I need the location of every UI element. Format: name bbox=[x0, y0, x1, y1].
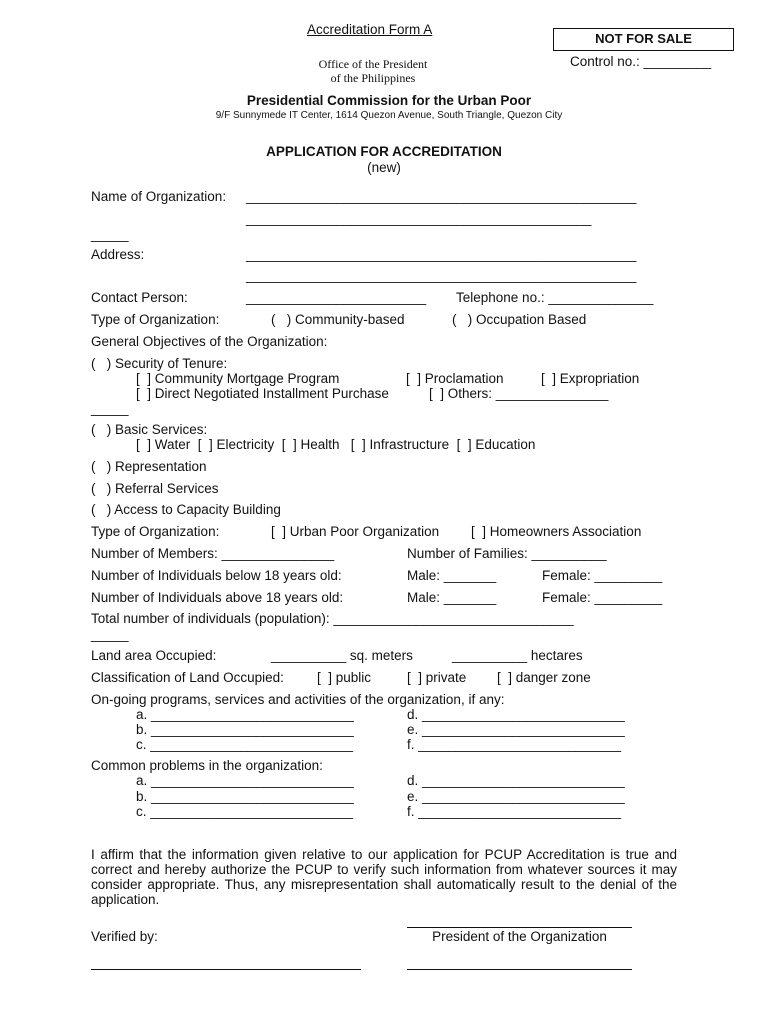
proclamation-checkbox[interactable]: [ ] Proclamation bbox=[406, 371, 504, 386]
verifier-signature-line[interactable] bbox=[91, 969, 361, 970]
expropriation-checkbox[interactable]: [ ] Expropriation bbox=[541, 371, 640, 386]
commission-name: Presidential Commission for the Urban Poor bbox=[246, 93, 532, 108]
office-line2: of the Philippines bbox=[330, 71, 416, 85]
urban-poor-checkbox[interactable]: [ ] Urban Poor Organization bbox=[271, 524, 440, 539]
problem-b[interactable]: b. ___________________________ bbox=[136, 789, 354, 804]
address-label: Address: bbox=[91, 247, 145, 262]
capacity-building[interactable]: ( ) Access to Capacity Building bbox=[91, 502, 281, 517]
members-field[interactable]: Number of Members: _______________ bbox=[91, 546, 335, 561]
name-label: Name of Organization: bbox=[91, 189, 227, 204]
page-subtitle: (new) bbox=[367, 160, 401, 175]
homeowners-checkbox[interactable]: [ ] Homeowners Association bbox=[471, 524, 642, 539]
problem-e[interactable]: e. ___________________________ bbox=[407, 789, 625, 804]
services-checkboxes[interactable]: [ ] Water [ ] Electricity [ ] Health [ ] Infrastructure [ ] Education bbox=[136, 437, 536, 452]
classification-label: Classification of Land Occupied: bbox=[91, 670, 284, 685]
name-line-3[interactable]: _____ bbox=[91, 227, 129, 242]
address-line-2[interactable]: ____________________________________________________ bbox=[246, 268, 637, 283]
below18-label: Number of Individuals below 18 years old: bbox=[91, 568, 342, 583]
control-no: Control no.: _________ bbox=[570, 54, 712, 69]
contact-label: Contact Person: bbox=[91, 290, 188, 305]
problem-a[interactable]: a. ___________________________ bbox=[136, 773, 354, 788]
above18-male[interactable]: Male: _______ bbox=[407, 590, 497, 605]
contact-line[interactable]: ________________________ bbox=[246, 290, 427, 305]
not-for-sale-box bbox=[553, 28, 734, 51]
program-d[interactable]: d. ___________________________ bbox=[407, 707, 625, 722]
total-population-cont[interactable]: _____ bbox=[91, 627, 129, 642]
others-line-cont[interactable]: _____ bbox=[91, 401, 129, 416]
problem-f[interactable]: f. ___________________________ bbox=[407, 804, 621, 819]
others-checkbox[interactable]: [ ] Others: _______________ bbox=[429, 386, 609, 401]
second-signature-line[interactable] bbox=[407, 969, 632, 970]
address-line-1[interactable]: ____________________________________________________ bbox=[246, 247, 637, 262]
basic-services[interactable]: ( ) Basic Services: bbox=[91, 422, 208, 437]
page-title: APPLICATION FOR ACCREDITATION bbox=[266, 144, 502, 159]
security-of-tenure[interactable]: ( ) Security of Tenure: bbox=[91, 356, 228, 371]
program-a[interactable]: a. ___________________________ bbox=[136, 707, 354, 722]
community-mortgage-checkbox[interactable]: [ ] Community Mortgage Program bbox=[136, 371, 340, 386]
referral-services[interactable]: ( ) Referral Services bbox=[91, 481, 219, 496]
public-checkbox[interactable]: [ ] public bbox=[317, 670, 372, 685]
not-for-sale-label: NOT FOR SALE bbox=[595, 31, 692, 46]
total-population[interactable]: Total number of individuals (population): ________________________________ bbox=[91, 611, 574, 626]
program-f[interactable]: f. ___________________________ bbox=[407, 737, 621, 752]
below18-female[interactable]: Female: _________ bbox=[542, 568, 663, 583]
hectares-field[interactable]: __________ hectares bbox=[452, 648, 583, 663]
families-field[interactable]: Number of Families: __________ bbox=[407, 546, 607, 561]
program-b[interactable]: b. ___________________________ bbox=[136, 722, 354, 737]
problem-d[interactable]: d. ___________________________ bbox=[407, 773, 625, 788]
name-line-2[interactable]: ______________________________________________ bbox=[246, 211, 592, 226]
president-signature-line[interactable] bbox=[407, 927, 632, 928]
above18-female[interactable]: Female: _________ bbox=[542, 590, 663, 605]
danger-zone-checkbox[interactable]: [ ] danger zone bbox=[497, 670, 591, 685]
objectives-label: General Objectives of the Organization: bbox=[91, 334, 328, 349]
president-label: President of the Organization bbox=[432, 929, 607, 944]
type-community-based[interactable]: ( ) Community-based bbox=[271, 312, 405, 327]
representation[interactable]: ( ) Representation bbox=[91, 459, 207, 474]
affirmation-text: I affirm that the information given relative to our application for PCUP Accreditation is true and correct and hereby authorize the PCUP to verify such information from whatever sources it may consider appropriate. Thus, any misrepresentation shall automatically result to the denial of the application. bbox=[91, 847, 677, 907]
name-line-1[interactable]: ____________________________________________________ bbox=[246, 189, 637, 204]
type-occupation-based[interactable]: ( ) Occupation Based bbox=[452, 312, 587, 327]
telephone-field[interactable]: Telephone no.: ______________ bbox=[456, 290, 654, 305]
direct-negotiated-checkbox[interactable]: [ ] Direct Negotiated Installment Purchase bbox=[136, 386, 389, 401]
problem-c[interactable]: c. ___________________________ bbox=[136, 804, 353, 819]
form-label: Accreditation Form A bbox=[307, 22, 433, 37]
office-line1: Office of the President bbox=[318, 57, 428, 71]
type-label: Type of Organization: bbox=[91, 312, 220, 327]
land-area-label: Land area Occupied: bbox=[91, 648, 217, 663]
private-checkbox[interactable]: [ ] private bbox=[407, 670, 467, 685]
below18-male[interactable]: Male: _______ bbox=[407, 568, 497, 583]
sq-meters-field[interactable]: __________ sq. meters bbox=[271, 648, 413, 663]
commission-address: 9/F Sunnymede IT Center, 1614 Quezon Avenue, South Triangle, Quezon City bbox=[215, 110, 563, 121]
program-e[interactable]: e. ___________________________ bbox=[407, 722, 625, 737]
type2-label: Type of Organization: bbox=[91, 524, 220, 539]
problems-label: Common problems in the organization: bbox=[91, 758, 323, 773]
programs-label: On-going programs, services and activities of the organization, if any: bbox=[91, 692, 505, 707]
program-c[interactable]: c. ___________________________ bbox=[136, 737, 353, 752]
verified-by-label: Verified by: bbox=[91, 929, 158, 944]
above18-label: Number of Individuals above 18 years old: bbox=[91, 590, 344, 605]
